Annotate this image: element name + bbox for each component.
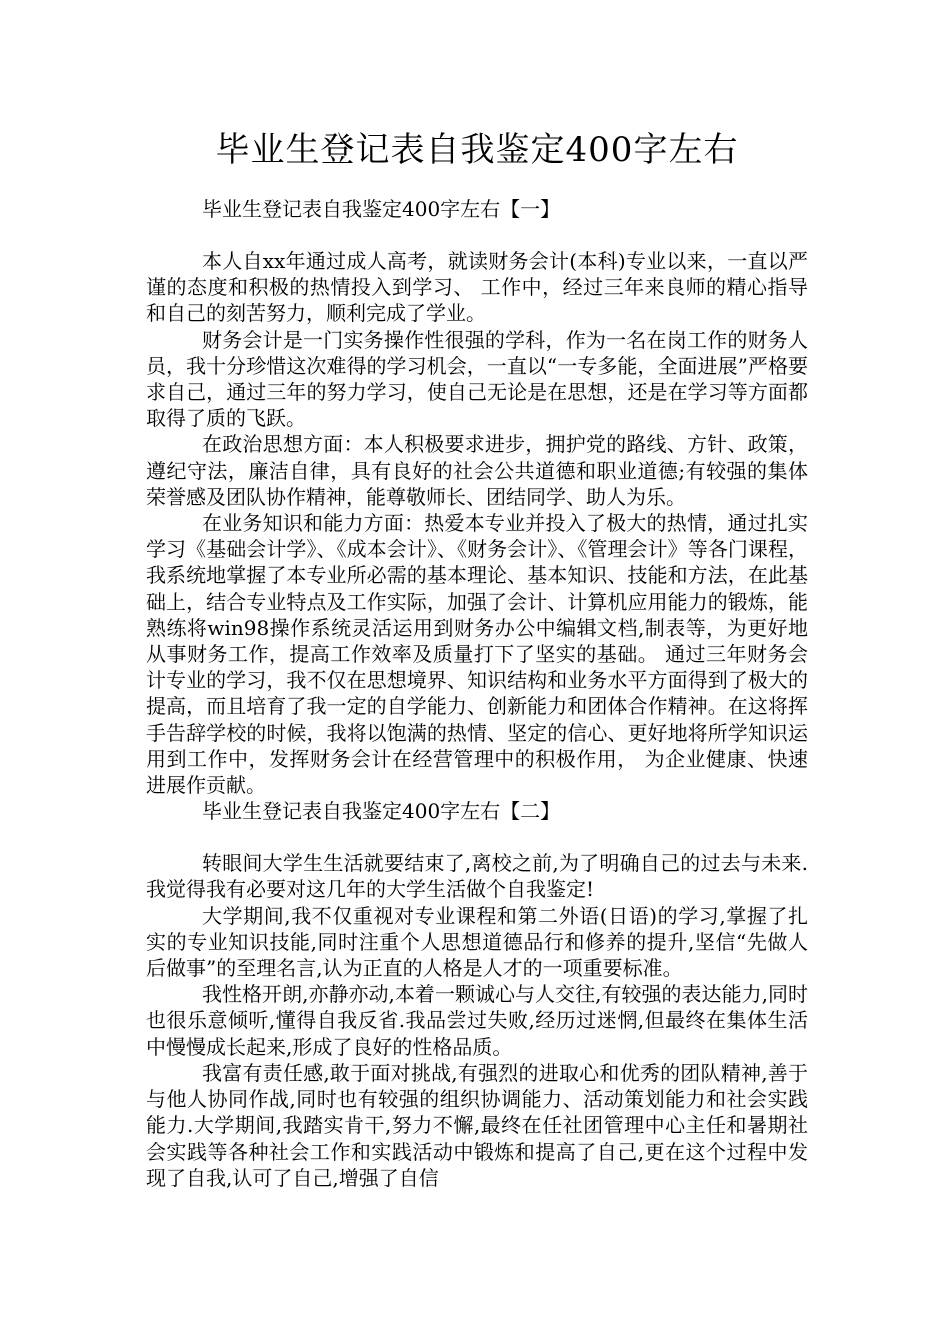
paragraph: 转眼间大学生生活就要结束了,离校之前,为了明确自己的过去与未来.我觉得我有必要对这几年的大学生活做个自我鉴定! bbox=[146, 851, 808, 902]
paragraph: 在业务知识和能力方面：热爱本专业并投入了极大的热情，通过扎实学习《基础会计学》、《成本会计》、《财务会计》、《管理会计》等各门课程，我系统地掌握了本专业所必需的基本理论、基本知识、技能和方法，在此基础上，结合专业特点及工作实际，加强了会计、计算机应用能力的锻炼，能熟练将win98操作系统灵活运用到财务办公中编辑文档,制表等，为更好地从事财务工作，提高工作效率及质量打下了坚实的基础。 通过三年财务会计专业的学习，我不仅在思想境界、知识结构和业务水平方面得到了极大的提高，而且培育了我一定的自学能力、创新能力和团体合作精神。在这将挥手告辞学校的时候，我将以饱满的热情、坚定的信心、更好地将所学知识运用到工作中，发挥财务会计在经营管理中的积极作用， 为企业健康、快速进展作贡献。 bbox=[146, 511, 808, 798]
paragraph: 大学期间,我不仅重视对专业课程和第二外语(日语)的学习,掌握了扎实的专业知识技能,同时注重个人思想道德品行和修养的提升,坚信“先做人后做事”的至理名言,认为正直的人格是人才的一项重要标准。 bbox=[146, 903, 808, 981]
section-two bbox=[146, 798, 808, 1191]
paragraph: 本人自xx年通过成人高考，就读财务会计(本科)专业以来，一直以严谨的态度和积极的热情投入到学习、 工作中，经过三年来良师的精心指导和自己的刻苦努力，顺利完成了学业。 bbox=[146, 249, 808, 326]
section-heading-one: 毕业生登记表自我鉴定400字左右【一】 bbox=[202, 197, 561, 221]
paragraph: 我富有责任感,敢于面对挑战,有强烈的进取心和优秀的团队精神,善于与他人协同作战,同时也有较强的组织协调能力、活动策划能力和社会实践能力.大学期间,我踏实肯干,努力不懈,最终在任社团管理中心主任和暑期社会实践等各种社会工作和实践活动中锻炼和提高了自己,更在这个过程中发现了自我,认可了自己,增强了自信 bbox=[146, 1060, 808, 1190]
document-page bbox=[146, 118, 808, 1191]
paragraph: 在政治思想方面：本人积极要求进步，拥护党的路线、方针、政策，遵纪守法，廉洁自律，具有良好的社会公共道德和职业道德;有较强的集体荣誉感及团队协作精神，能尊敬师长、团结同学、助人为乐。 bbox=[146, 432, 808, 509]
paragraph: 财务会计是一门实务操作性很强的学科，作为一名在岗工作的财务人员，我十分珍惜这次难得的学习机会，一直以“一专多能，全面进展”严格要求自己，通过三年的努力学习，使自己无论是在思想，还是在学习等方面都取得了质的飞跃。 bbox=[146, 327, 808, 431]
paragraph: 我性格开朗,亦静亦动,本着一颗诚心与人交往,有较强的表达能力,同时也很乐意倾听,懂得自我反省.我品尝过失败,经历过迷惘,但最终在集体生活中慢慢成长起来,形成了良好的性格品质。 bbox=[146, 982, 808, 1059]
section-heading-two: 毕业生登记表自我鉴定400字左右【二】 bbox=[202, 799, 561, 824]
section-one bbox=[146, 196, 808, 798]
document-title: 毕业生登记表自我鉴定400字左右 bbox=[215, 130, 739, 170]
